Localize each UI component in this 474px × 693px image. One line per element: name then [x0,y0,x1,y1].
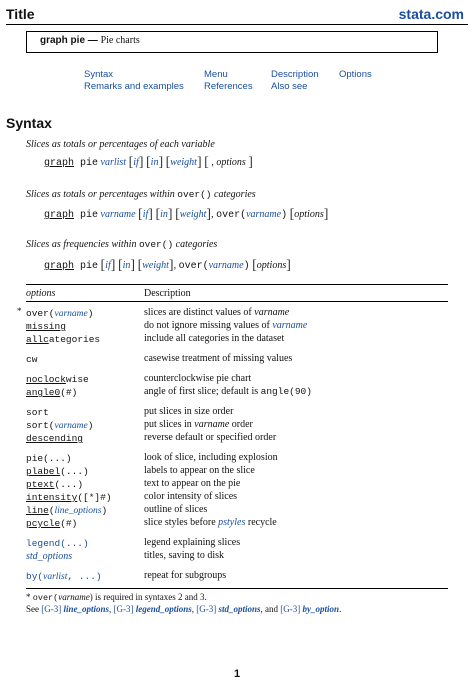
table-top-rule [26,284,448,285]
varname-link[interactable]: varname [208,260,244,271]
table-row-description: reverse default or specified order [144,432,277,443]
table-row-description: legend explaining slices [144,537,241,548]
required-star: * [17,306,22,316]
table-row-description: labels to appear on the slice [144,465,255,476]
table-row-option: noclockwise [26,374,89,385]
cmd-pie: pie [74,158,99,169]
syntax-form-3-desc: Slices as frequencies within over() categories [26,239,218,250]
syntax-form-3: graph pie [if] [in] [weight], over(varname) [options] [44,258,291,273]
in-link[interactable]: in [150,157,159,168]
column-header-description: Description [144,288,191,299]
table-header-rule [26,301,448,302]
nav-remarks-examples[interactable]: Remarks and examples [84,81,184,92]
legend-option-link[interactable]: legend(...) [26,538,89,549]
table-row-option: descending [26,433,84,444]
varname-link[interactable]: varname [246,209,282,220]
table-row-description: counterclockwise pie chart [144,373,252,384]
entry-summary: Pie charts [100,35,140,46]
nav-description[interactable]: Description [271,69,319,80]
entry-title-box [26,31,438,53]
table-row-description: look of slice, including explosion [144,452,278,463]
cmd-graph: graph [44,158,75,169]
table-bottom-rule [26,588,448,589]
if-link[interactable]: if [133,157,139,168]
in-link[interactable]: in [160,209,168,220]
ref-by-option[interactable]: by_option [302,604,340,614]
section-heading-syntax: Syntax [6,115,52,131]
entry-command: graph pie [40,35,86,46]
nav-also-see[interactable]: Also see [271,81,308,92]
table-row-description: slice styles before pstyles recycle [144,517,277,528]
page-number: 1 [233,668,241,680]
weight-link[interactable]: weight [170,157,197,168]
table-row-option: missing [26,321,66,332]
options-word: options [216,157,246,168]
table-row-description: angle of first slice; default is angle(90) [144,386,312,397]
table-row-option: plabel(...) [26,466,89,477]
nav-options[interactable]: Options [339,69,372,80]
table-row-option: sort(varname) [26,420,94,431]
table-row-option: pie(...) [26,453,72,464]
table-row-description: text to appear on the pie [144,478,241,489]
std-options-link[interactable]: std_options [26,551,73,562]
table-row-description: repeat for subgroups [144,570,227,581]
table-row-description: put slices in varname order [144,419,253,430]
varname-link[interactable]: varname [100,209,136,220]
weight-link[interactable]: weight [179,209,207,220]
table-row-description: slices are distinct values of varname [144,307,290,318]
table-row-option: line(line_options) [26,505,108,516]
header-rule [6,24,468,25]
footnote-see-also: See [G-3] line_options, [G-3] legend_options, [G-3] std_options, and [G-3] by_option. [26,604,342,614]
ref-legend-options[interactable]: legend_options [135,604,192,614]
table-row-description: include all categories in the dataset [144,333,285,344]
table-row-option: by(varlist, ...) [26,571,102,582]
table-row-description: do not ignore missing values of varname [144,320,308,331]
table-row-description: color intensity of slices [144,491,238,502]
syntax-form-1-desc: Slices as totals or percentages of each variable [26,139,215,150]
table-row-option: intensity([*]#) [26,492,112,503]
table-row-option [26,538,89,549]
table-row-description: titles, saving to disk [144,550,224,561]
table-row-option: ptext(...) [26,479,84,490]
footnote-required: * over(varname) is required in syntaxes 2 and 3. [26,592,207,603]
table-row-description: casewise treatment of missing values [144,353,293,364]
entry-title [40,35,140,46]
table-row-option: allcategories [26,334,101,345]
ref-std-options[interactable]: std_options [218,604,261,614]
syntax-form-2: graph pie varname [if] [in] [weight], over(varname) [options] [44,207,329,222]
table-row-option: angle0(#) [26,387,78,398]
column-header-options: options [26,288,56,299]
entry-dash: — [85,35,101,46]
table-row-option [26,551,72,562]
if-link[interactable]: if [142,209,149,220]
page-heading-title: Title [6,6,35,22]
table-row-description: outline of slices [144,504,208,515]
if-link[interactable]: if [105,260,111,271]
weight-link[interactable]: weight [142,260,169,271]
ref-line-options[interactable]: line_options [63,604,110,614]
brand-link[interactable]: stata.com [398,6,464,22]
table-row-description: put slices in size order [144,406,234,417]
table-row-option: cw [26,354,38,365]
nav-references[interactable]: References [204,81,253,92]
varlist-link[interactable]: varlist [100,157,127,168]
table-row-option: pcycle(#) [26,518,78,529]
by-option-link[interactable]: by( [26,571,44,582]
in-link[interactable]: in [122,260,131,271]
table-row-option: sort [26,407,49,418]
nav-syntax[interactable]: Syntax [84,69,114,80]
table-row-option: over(varname) [26,308,94,319]
syntax-form-2-desc: Slices as totals or percentages within over() categories [26,189,256,200]
nav-menu[interactable]: Menu [204,69,228,80]
syntax-form-1: graph pie varlist [if] [in] [weight] [ , options ] [44,155,253,170]
